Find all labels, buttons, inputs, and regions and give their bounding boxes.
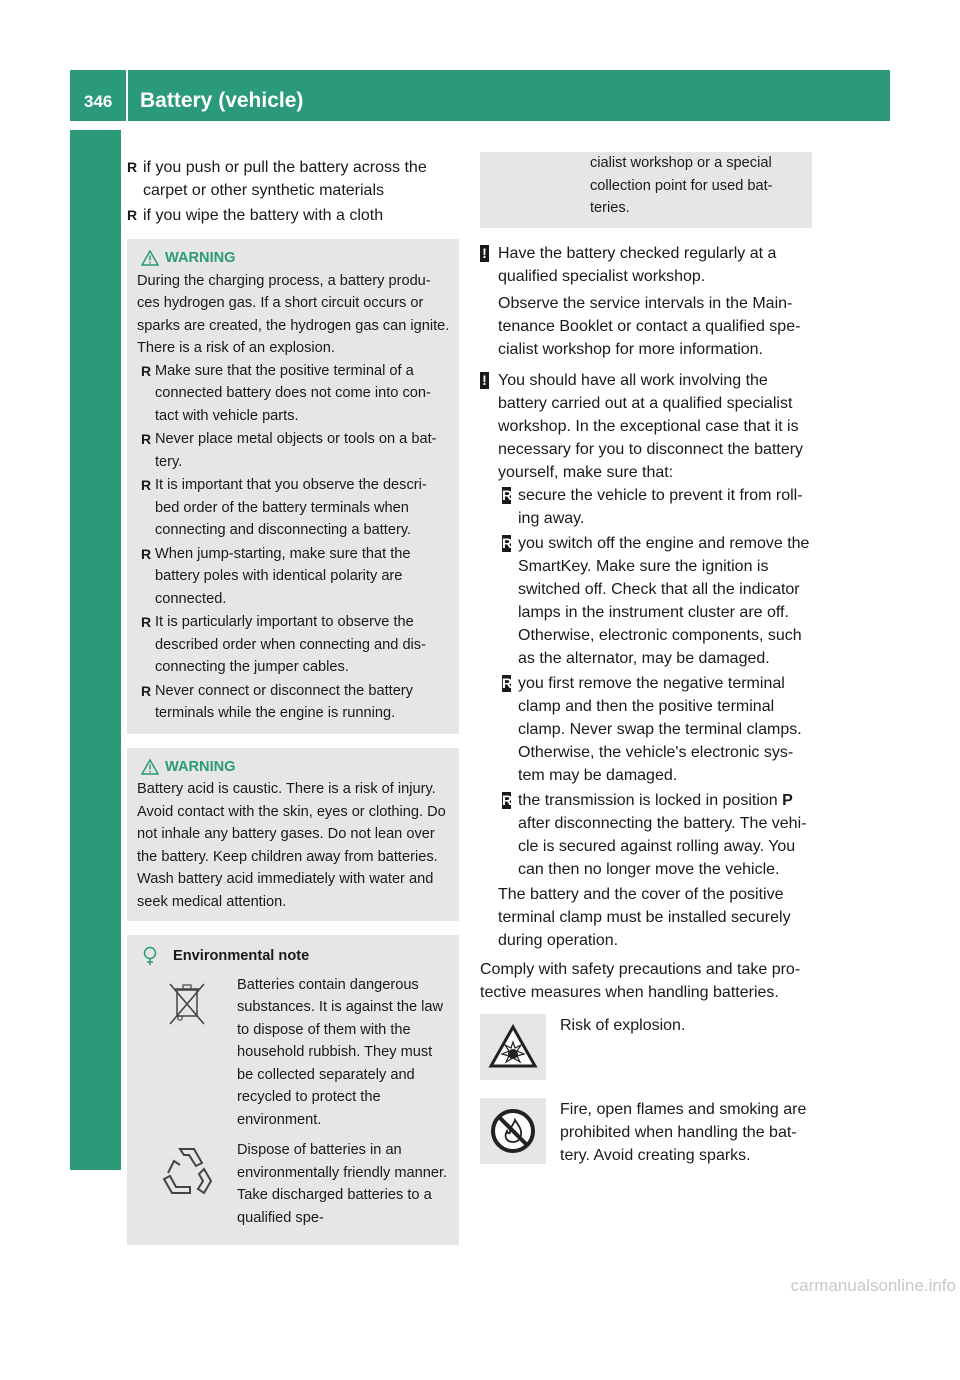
header-divider	[126, 70, 128, 121]
no-fire-icon	[488, 1106, 538, 1156]
list-item-text: the transmission is locked in position	[518, 791, 783, 809]
list-item-text: if you wipe the battery with a cloth	[143, 207, 384, 224]
warning-text: Avoid contact with the skin, eyes or clothing. Do not inhale any battery gases. Do not lean over the battery. Keep children away from batteries. Wash battery acid immediately with water and seek medical attention.	[137, 803, 446, 910]
warning-title	[141, 756, 451, 779]
body-paragraph: Comply with safety precautions and take pro-tective measures when handling batteries.	[480, 960, 801, 1001]
list-item: R Make sure that the positive terminal of a connected battery does not come into con-tact with vehicle parts.	[141, 362, 431, 424]
environmental-note-title-text: Environmental note	[173, 948, 310, 964]
watermark: carmanualsonline.info	[790, 1276, 956, 1295]
notice-item	[480, 242, 812, 361]
symbol-row	[480, 1098, 812, 1167]
environmental-note-box	[127, 935, 459, 1245]
warning-box	[127, 748, 459, 922]
notice-text: Observe the service intervals in the Main-tenance Booklet or contact a qualified spe-cialist workshop for more information.	[498, 294, 801, 358]
symbol-row	[480, 1014, 812, 1080]
list-item: R you switch off the engine and remove the SmartKey. Make sure the ignition is switched off. Check that all the indicator lamps in the instrument cluster are off. Otherwise, electronic components, such as the alternator, may be damaged.	[502, 534, 810, 667]
list-item: R When jump-starting, make sure that the battery poles with identical polarity are connected.	[141, 545, 411, 607]
warning-box	[127, 239, 459, 734]
list-item-text: It is particularly important to observe the described order when connecting and dis-connecting the jumper cables.	[155, 614, 426, 675]
sidebar-label: Roadside Assistance	[85, 809, 110, 1030]
left-column	[127, 156, 459, 1245]
symbol-box	[480, 1014, 546, 1080]
page-title: Battery (vehicle)	[140, 89, 304, 112]
warning-title-text: WARNING	[165, 250, 236, 266]
list-item-text: Make sure that the positive terminal of a connected battery does not come into con-tact with vehicle parts.	[155, 362, 431, 424]
list-item-text: after disconnecting the battery. The vehi-cle is secured against rolling away. You can then no longer move the vehicle.	[518, 814, 807, 878]
list-item-text: Never place metal objects or tools on a bat-tery.	[155, 431, 437, 470]
environmental-note-row	[137, 974, 451, 1132]
environmental-note-continued	[480, 152, 812, 228]
env-icon-cell	[137, 974, 237, 1132]
notice-text: The battery and the cover of the positive terminal clamp must be installed securely during operation.	[498, 885, 791, 949]
page-number: 346	[84, 92, 113, 111]
warning-triangle-icon	[141, 759, 159, 775]
gear-position-label: P	[782, 791, 793, 809]
warning-triangle-icon	[141, 250, 159, 266]
crossed-bin-icon	[164, 978, 210, 1030]
list-item: R Never connect or disconnect the battery terminals while the engine is running.	[141, 682, 413, 721]
symbol-text: Fire, open flames and smoking are prohibited when handling the bat-tery. Avoid creating sparks.	[560, 1100, 807, 1164]
environmental-note-title	[141, 945, 451, 968]
notice-icon: !	[480, 372, 489, 389]
list-item: R Never place metal objects or tools on a bat-tery.	[141, 431, 437, 470]
list-item: R secure the vehicle to prevent it from roll-ing away.	[502, 486, 803, 527]
warning-text: During the charging process, a battery produ-ces hydrogen gas. If a short circuit occurs or sparks are created, the hydrogen gas can ignite. There is a risk of an explosion.	[137, 272, 450, 356]
notice-item	[480, 369, 812, 952]
environmental-note-text: cialist workshop or a special collection point for used bat-teries.	[590, 155, 773, 216]
warning-text: Battery acid is caustic. There is a risk of injury.	[137, 781, 436, 797]
environmental-note-text: Dispose of batteries in an environmentally friendly manner. Take discharged batteries to a qualified spe-	[237, 1142, 448, 1226]
explosion-warning-icon	[488, 1024, 538, 1070]
list-item-text: It is important that you observe the descri-bed order of the battery terminals when connecting and disconnecting a battery.	[155, 477, 427, 538]
env-icon-cell	[137, 1139, 237, 1229]
recycle-icon	[158, 1143, 216, 1199]
list-item-text: Never connect or disconnect the battery terminals while the engine is running.	[155, 682, 413, 721]
list-item: R if you wipe the battery with a cloth	[127, 207, 384, 224]
lightbulb-icon	[141, 946, 159, 966]
warning-title-text: WARNING	[165, 758, 236, 775]
notice-text: Have the battery checked regularly at a qualified specialist workshop.	[498, 244, 777, 285]
environmental-note-row	[137, 1139, 451, 1229]
list-item-text: secure the vehicle to prevent it from roll-ing away.	[518, 486, 803, 527]
warning-title	[141, 247, 451, 270]
list-item-text: When jump-starting, make sure that the battery poles with identical polarity are connected.	[155, 545, 411, 607]
list-item-text: if you push or pull the battery across the carpet or other synthetic materials	[143, 159, 427, 199]
list-item: R It is particularly important to observe the described order when connecting and dis-connecting the jumper cables.	[141, 614, 426, 675]
list-item-text: you switch off the engine and remove the SmartKey. Make sure the ignition is switched off. Check that all the indicator lamps in the instrument cluster are off. Otherwise, electronic components, such as the alternator, may be damaged.	[518, 534, 810, 667]
sidebar-label-wrap	[85, 809, 115, 1380]
symbol-text: Risk of explosion.	[560, 1016, 686, 1034]
notice-icon: !	[480, 245, 489, 262]
list-item-text: you first remove the negative terminal clamp and then the positive terminal clamp. Never swap the terminal clamps. Otherwise, the vehicle's electronic sys-tem may be damaged.	[518, 674, 802, 784]
right-column	[480, 156, 812, 1173]
list-item: R the transmission is locked in position P after disconnecting the battery. The vehi-cle is secured against rolling away. You can then no longer move the vehicle.	[502, 791, 807, 878]
notice-text: You should have all work involving the battery carried out at a qualified specialist workshop. In the exceptional case that it is necessary for you to disconnect the battery yourself, make sure that:	[498, 371, 804, 481]
environmental-note-text: Batteries contain dangerous substances. It is against the law to dispose of them with the household rubbish. They must be collected separately and recycled to protect the environment.	[237, 976, 444, 1128]
list-item: R you first remove the negative terminal clamp and then the positive terminal clamp. Never swap the terminal clamps. Otherwise, the vehicle's electronic sys-tem may be damaged.	[502, 674, 802, 784]
list-item: R if you push or pull the battery across the carpet or other synthetic materials	[127, 159, 427, 199]
symbol-box	[480, 1098, 546, 1164]
list-item: R It is important that you observe the descri-bed order of the battery terminals when connecting and disconnecting a battery.	[141, 477, 427, 538]
